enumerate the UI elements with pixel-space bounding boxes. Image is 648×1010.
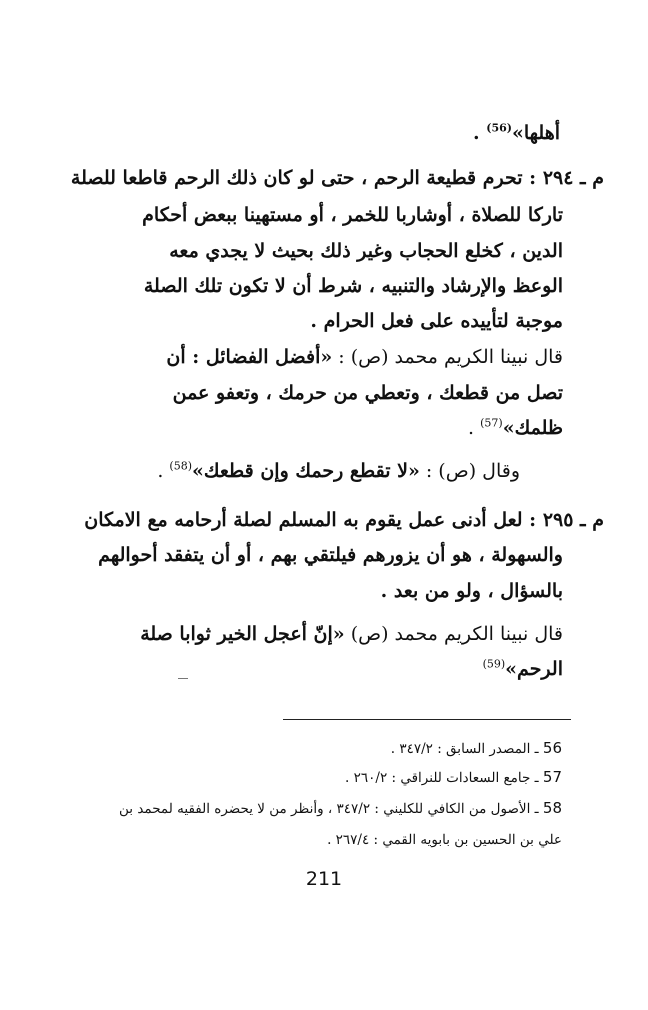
clause-294-line-1: م ـ ٢٩٤ : تحرم قطيعة الرحم ، حتى لو كان ذلك الرحم قاطعا للصلة xyxy=(70,167,604,189)
quote-end: أهلها» xyxy=(511,122,560,144)
footnote-58-continued: علي بن الحسين بن بابويه القمي : ٢٦٧/٤ . xyxy=(327,832,562,848)
hadith-3-line-1: قال نبينا الكريم محمد (ص) «إنّ أعجل الخير ثوابا صلة xyxy=(140,623,563,645)
clause-number: م ـ ٢٩٥ : xyxy=(522,509,604,531)
footnote-number: 56 xyxy=(542,739,562,757)
stray-mark xyxy=(178,678,188,679)
footnote-ref: (59) xyxy=(482,657,506,671)
clause-295-line-1: م ـ ٢٩٥ : لعل أدنى عمل يقوم به المسلم لصلة أرحامه مع الامكان xyxy=(84,509,604,531)
footnote-56: 56 ـ المصدر السابق : ٣٤٧/٢ . xyxy=(390,739,562,757)
hadith-1-line-1: قال نبينا الكريم محمد (ص) : «أفضل الفضائل : أن xyxy=(166,346,563,368)
clause-295-line-2: والسهولة ، هو أن يزورهم فيلتقي بهم ، أو أن يتفقد أحوالهم xyxy=(98,544,563,566)
hadith-1-line-2: تصل من قطعك ، وتعطي من حرمك ، وتعفو عمن xyxy=(172,382,563,404)
hadith-1-line-3: ظلمك»$^{(57)}$ . xyxy=(468,416,563,439)
page-number: 211 xyxy=(305,868,343,890)
footnote-ref: (56) xyxy=(486,121,512,135)
clause-number: م ـ ٢٩٤ : xyxy=(522,167,604,189)
footnote-ref: (57) xyxy=(480,416,503,430)
clause-295-line-3: بالسؤال ، ولو من بعد . xyxy=(380,580,563,602)
clause-294-line-4: الوعظ والإرشاد والتنبيه ، شرط أن لا تكون تلك الصلة xyxy=(143,275,563,297)
clause-294-line-2: تاركا للصلاة ، أوشاربا للخمر ، أو مستهينا ببعض أحكام xyxy=(142,204,563,226)
hadith-3-line-2: الرحم»$^{(59)}$ xyxy=(482,657,563,680)
footnote-divider xyxy=(283,719,571,720)
hadith-2-line: وقال (ص) : «لا تقطع رحمك وإن قطعك»$^{(58)}$ . xyxy=(157,459,520,482)
clause-294-line-3: الدين ، كخلع الحجاب وغير ذلك بحيث لا يجدي معه xyxy=(169,240,563,262)
footnote-58: 58 ـ الأصول من الكافي للكليني : ٣٤٧/٢ ، وأنظر من لا يحضره الفقيه لمحمد بن xyxy=(119,799,562,817)
footnote-number: 57 xyxy=(542,768,562,786)
footnote-ref: (58) xyxy=(169,459,192,473)
footnote-number: 58 xyxy=(542,799,562,817)
text-line: أهلها»$^{(56)}$ . xyxy=(473,121,560,144)
footnote-57: 57 ـ جامع السعادات للنراقي : ٢٦٠/٢ . xyxy=(345,768,562,786)
clause-294-line-5: موجبة لتأييده على فعل الحرام . xyxy=(310,310,563,332)
